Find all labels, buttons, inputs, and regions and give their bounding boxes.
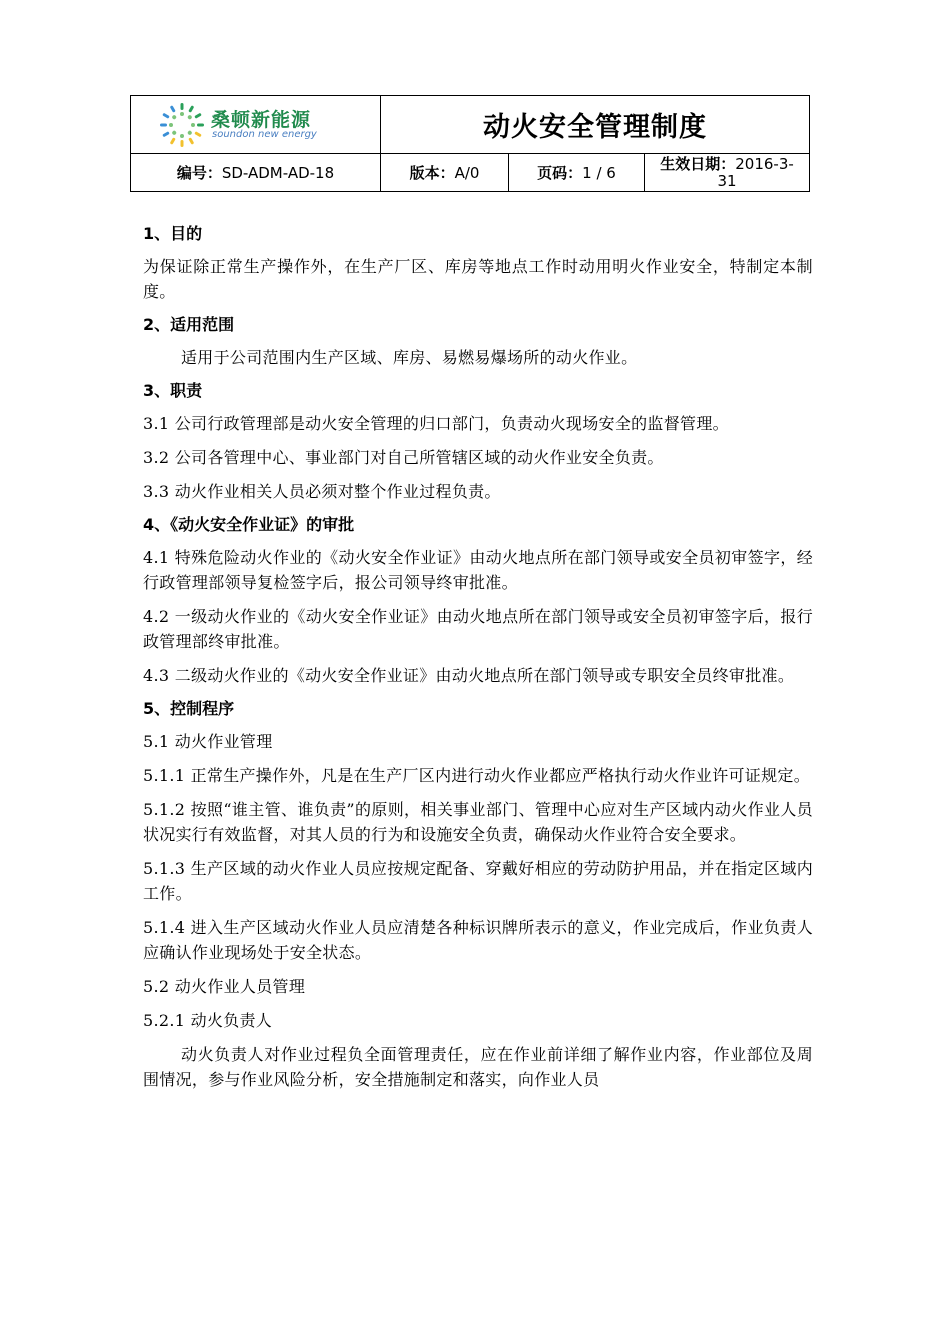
section-heading: 5、控制程序: [143, 699, 235, 718]
paragraph: 4.2 一级动火作业的《动火安全作业证》由动火地点所在部门领导或安全员初审签字后，报行政管理部终审批准。: [143, 607, 813, 651]
effective-date-label: 生效日期：: [660, 154, 736, 173]
paragraph: 5.1.1 正常生产操作外，凡是在生产厂区内进行动火作业都应严格执行动火作业许可证规定。: [143, 766, 810, 785]
effective-date-value: 2016-3-31: [717, 154, 794, 190]
logo-english-name: soundon new energy: [212, 129, 317, 140]
version-label: 版本：: [409, 164, 455, 182]
page-label: 页码：: [537, 164, 583, 182]
section-heading: 4、《动火安全作业证》的审批: [143, 515, 355, 534]
paragraph: 4.3 二级动火作业的《动火安全作业证》由动火地点所在部门领导或专职安全员终审批准。: [143, 666, 795, 685]
document-body: [143, 222, 813, 1092]
paragraph: 适用于公司范围内生产区域、库房、易燃易爆场所的动火作业。: [181, 348, 638, 367]
paragraph: 5.2 动火作业人员管理: [143, 977, 306, 996]
document-title: 动火安全管理制度: [483, 112, 707, 143]
paragraph: 5.1.3 生产区域的动火作业人员应按规定配备、穿戴好相应的劳动防护用品，并在指定区域内工作。: [143, 859, 813, 903]
version-value: A/0: [454, 163, 480, 182]
effective-date-cell: [645, 154, 809, 191]
paragraph: 动火负责人对作业过程负全面管理责任，应在作业前详细了解作业内容，作业部位及周围情况，参与作业风险分析，安全措施制定和落实，向作业人员: [143, 1045, 813, 1089]
logo-chinese-name: 桑顿新能源: [211, 109, 312, 131]
paragraph: 3.3 动火作业相关人员必须对整个作业过程负责。: [143, 482, 501, 501]
doc-number-cell: [131, 154, 381, 191]
header-row-meta: [131, 154, 809, 191]
paragraph: 5.1.2 按照“谁主管、谁负责”的原则，相关事业部门、管理中心应对生产区域内动火作业人员状况实行有效监督，对其人员的行为和设施安全负责，确保动火作业符合安全要求。: [143, 800, 813, 844]
paragraph: 3.2 公司各管理中心、事业部门对自己所管辖区域的动火作业安全负责。: [143, 448, 664, 467]
page-number-cell: [509, 154, 645, 191]
paragraph: 3.1 公司行政管理部是动火安全管理的归口部门，负责动火现场安全的监督管理。: [143, 414, 729, 433]
doc-number-value: SD-ADM-AD-18: [221, 163, 335, 182]
section-heading: 2、适用范围: [143, 315, 235, 334]
paragraph: 为保证除正常生产操作外，在生产厂区、库房等地点工作时动用明火作业安全，特制定本制度。: [143, 257, 813, 301]
header-row-top: [131, 96, 809, 154]
paragraph: 5.2.1 动火负责人: [143, 1011, 273, 1030]
paragraph: 4.1 特殊危险动火作业的《动火安全作业证》由动火地点所在部门领导或安全员初审签字，经行政管理部领导复检签字后，报公司领导终审批准。: [143, 548, 813, 592]
page-value: 1 / 6: [582, 163, 616, 182]
sunburst-logo-icon: [159, 102, 205, 148]
doc-number-label: 编号：: [176, 164, 222, 182]
paragraph: 5.1.4 进入生产区域动火作业人员应清楚各种标识牌所表示的意义，作业完成后，作业负责人应确认作业现场处于安全状态。: [143, 918, 813, 962]
section-heading: 3、职责: [143, 381, 203, 400]
section-heading: 1、目的: [143, 224, 203, 243]
paragraph: 5.1 动火作业管理: [143, 732, 273, 751]
logo-cell: [131, 96, 381, 153]
document-header-table: [130, 95, 810, 192]
version-cell: [381, 154, 509, 191]
